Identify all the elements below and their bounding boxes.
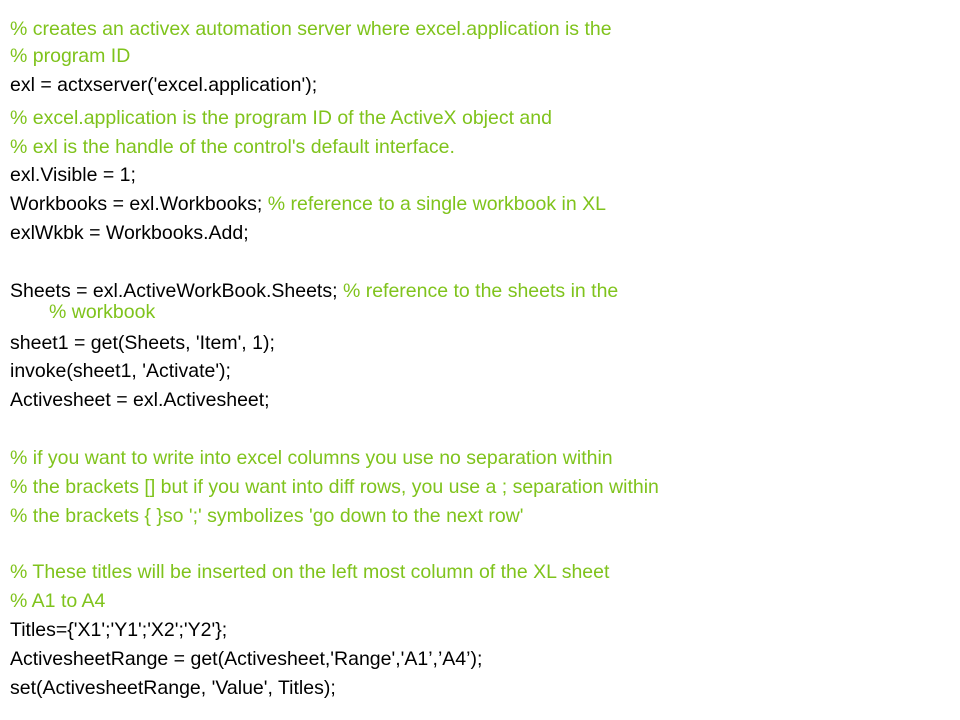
code-line: Activesheet = exl.Activesheet; <box>10 389 270 411</box>
comment-continuation: % workbook <box>49 301 156 323</box>
code-line: ActivesheetRange = get(Activesheet,'Range','A1’,’A4’); <box>10 648 483 670</box>
code-line: exl.Visible = 1; <box>10 164 136 186</box>
code-line: set(ActivesheetRange, 'Value', Titles); <box>10 677 336 699</box>
comment-segment: % reference to the sheets in the <box>342 280 619 302</box>
comment-line: % These titles will be inserted on the left most column of the XL sheet <box>10 561 610 583</box>
code-line-with-comment <box>10 282 618 302</box>
code-segment: Workbooks = exl.Workbooks; <box>10 193 263 215</box>
code-line: exl = actxserver('excel.application'); <box>10 74 318 96</box>
comment-line: % if you want to write into excel columns you use no separation within <box>10 447 613 469</box>
code-line: sheet1 = get(Sheets, 'Item', 1); <box>10 332 275 354</box>
comment-line: % the brackets { }so ';' symbolizes 'go down to the next row' <box>10 505 524 527</box>
code-line: Titles={'X1';'Y1';'X2';'Y2'}; <box>10 619 228 641</box>
code-line: exlWkbk = Workbooks.Add; <box>10 222 249 244</box>
comment-line: % excel.application is the program ID of the ActiveX object and <box>10 107 552 129</box>
code-line: invoke(sheet1, 'Activate'); <box>10 360 231 382</box>
comment-segment: % reference to a single workbook in XL <box>267 193 606 215</box>
code-segment: Sheets = exl.ActiveWorkBook.Sheets; <box>10 280 338 302</box>
comment-line: % program ID <box>10 45 131 67</box>
comment-line: % the brackets [] but if you want into diff rows, you use a ; separation within <box>10 476 659 498</box>
comment-line: % exl is the handle of the control's default interface. <box>10 136 455 158</box>
comment-line: % A1 to A4 <box>10 590 106 612</box>
comment-line: % creates an activex automation server where excel.application is the <box>10 18 612 40</box>
code-line-with-comment <box>10 195 606 215</box>
